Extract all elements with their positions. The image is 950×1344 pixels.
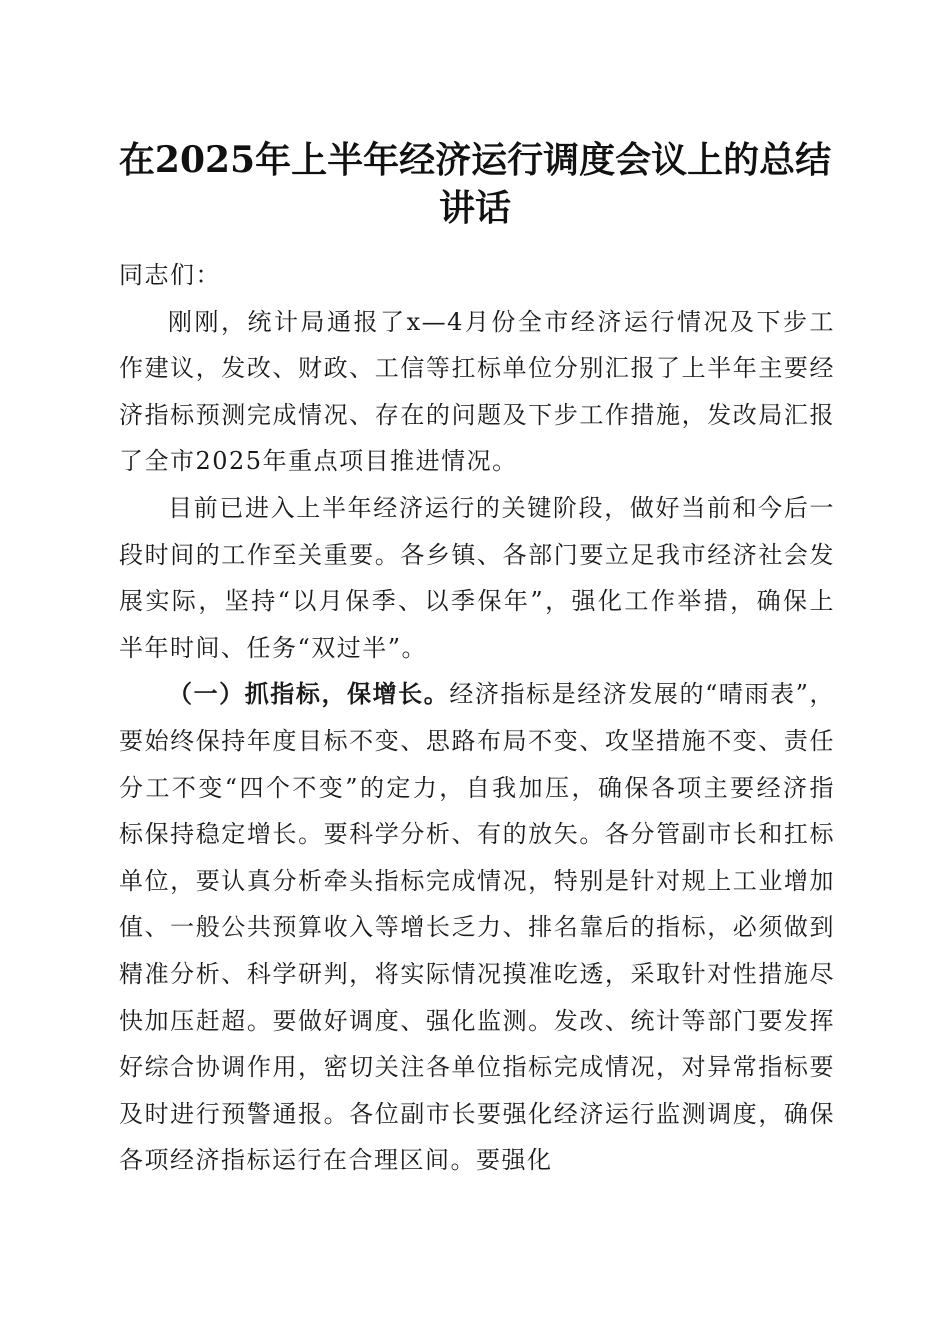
document-title: 在2025年上半年经济运行调度会议上的总结讲话 [118, 139, 832, 229]
salutation: 同志们： [119, 261, 221, 289]
paragraph-2-text: 目前已进入上半年经济运行的关键阶段，做好当前和今后一段时间的工作至关重要。各乡镇、各部门要立足我市经济社会发展实际，坚持“以月保季、以季保年”，强化工作举措，确保上半年时间、任务“双过半”。 [119, 493, 835, 662]
paragraph-1-text: 刚刚，统计局通报了x—4月份全市经济运行情况及下步工作建议，发改、财政、工信等扛标单位分别汇报了上半年主要经济指标预测完成情况、存在的问题及下步工作措施，发改局汇报了全市2025年重点项目推进情况。 [119, 307, 835, 476]
paragraph-3 [119, 671, 835, 1184]
paragraph-1 [119, 299, 835, 485]
section-heading-1: （一）抓指标，保增长。 [168, 679, 450, 709]
paragraph-3-text: 经济指标是经济发展的“晴雨表”，要始终保持年度目标不变、思路布局不变、攻坚措施不变、责任分工不变“四个不变”的定力，自我加压，确保各项主要经济指标保持稳定增长。要科学分析、有的放矢。各分管副市长和扛标单位，要认真分析牵头指标完成情况，特别是针对规上工业增加值、一般公共预算收入等增长乏力、排名靠后的指标，必须做到精准分析、科学研判，将实际情况摸准吃透，采取针对性措施尽快加压赶超。要做好调度、强化监测。发改、统计等部门要发挥好综合协调作用，密切关注各单位指标完成情况，对异常指标要及时进行预警通报。各位副市长要强化经济运行监测调度，确保各项经济指标运行在合理区间。要强化 [119, 680, 835, 1175]
document-body [119, 252, 835, 1184]
paragraph-2 [119, 485, 835, 671]
